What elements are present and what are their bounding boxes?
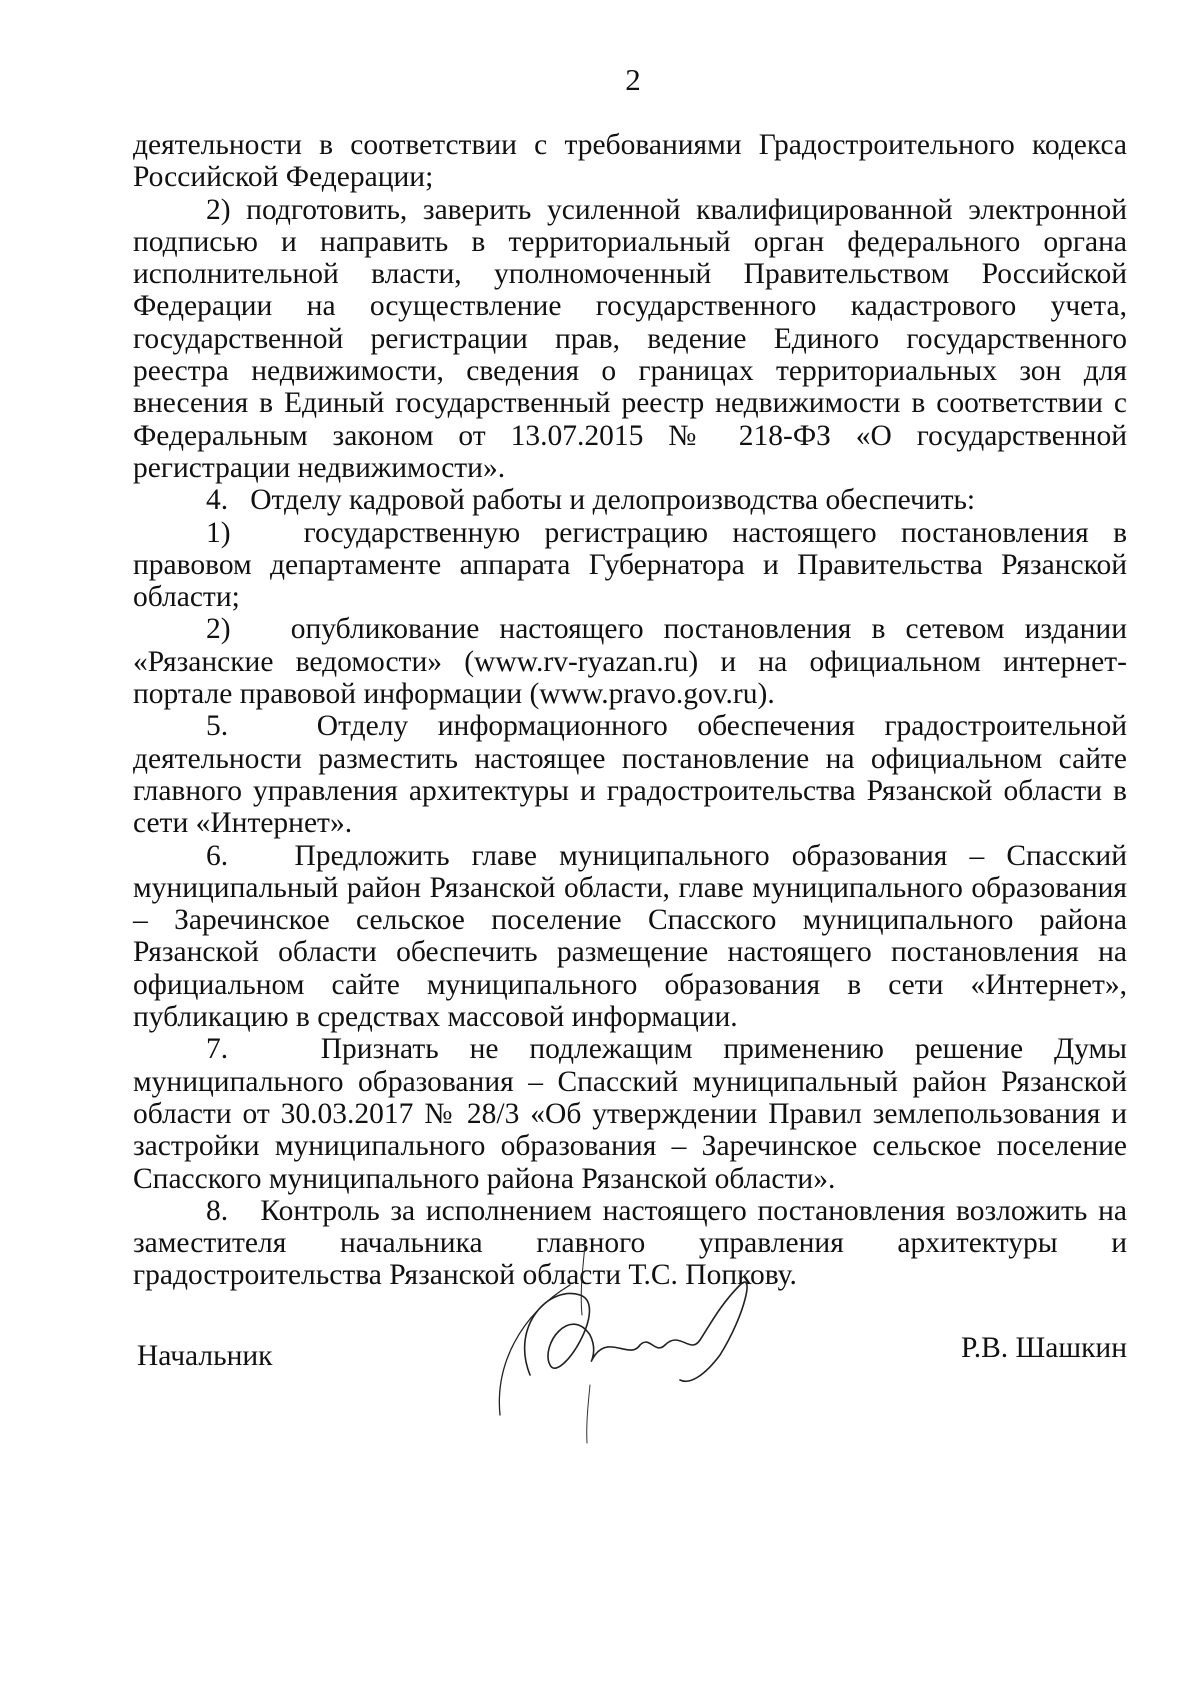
paragraph-item-6: 6. Предложить главе муниципального образования – Спасский муниципальный район Рязанской области, главе муниципального образования – Заречинское сельское поселение Спасского муниципального района Рязанской области обеспечить размещение настоящего постановления на официальном сайте муниципального образования в сети «Интернет», публикацию в средствах массовой информации. (133, 839, 1127, 1034)
paragraph-item-2-cadastre: 2) подготовить, заверить усиленной квалифицированной электронной подписью и направить в территориальный орган федерального органа исполнительной власти, уполномоченный Правительством Российской Федерации на осуществление государственного кадастрового учета, государственной регистрации прав, ведение Единого государственного реестра недвижимости, сведения о границах территориальных зон для внесения в Единый государственный реестр недвижимости в соответствии с Федеральным законом от 13.07.2015 № 218-ФЗ «О государственной регистрации недвижимости». (133, 193, 1127, 484)
paragraph-continuation: деятельности в соответствии с требованиями Градостроительного кодекса Российской Федерации; (133, 129, 1127, 194)
paragraph-item-4-2: 2) опубликование настоящего постановления в сетевом издании «Рязанские ведомости» (www.rv-ryazan.ru) и на официальном интернет-портале правовой информации (www.pravo.gov.ru). (133, 613, 1127, 711)
document-body (133, 129, 1127, 1292)
page-number: 2 (625, 62, 641, 97)
paragraph-item-4-1: 1) государственную регистрацию настоящего постановления в правовом департаменте аппарата Губернатора и Правительства Рязанской области; (133, 516, 1127, 614)
signatory-title: Начальник (137, 1340, 273, 1372)
paragraph-item-4: 4. Отделу кадровой работы и делопроизводства обеспечить: (206, 484, 976, 517)
paragraph-item-7: 7. Признать не подлежащим применению решение Думы муниципального образования – Спасский муниципальный район Рязанской области от 30.03.2017 № 28/3 «Об утверждении Правил землепользования и застройки муниципального образования – Заречинское сельское поселение Спасского муниципального района Рязанской области». (133, 1033, 1127, 1195)
signatory-name: Р.В. Шашкин (961, 1332, 1127, 1364)
paragraph-item-8: 8. Контроль за исполнением настоящего постановления возложить на заместителя начальника главного управления архитектуры и градостроительства Рязанской области Т.С. Попкову. (133, 1194, 1127, 1292)
paragraph-item-5: 5. Отделу информационного обеспечения градостроительной деятельности разместить настоящее постановление на официальном сайте главного управления архитектуры и градостроительства Рязанской области в сети «Интернет». (133, 710, 1127, 840)
handwritten-signature (490, 1245, 790, 1445)
